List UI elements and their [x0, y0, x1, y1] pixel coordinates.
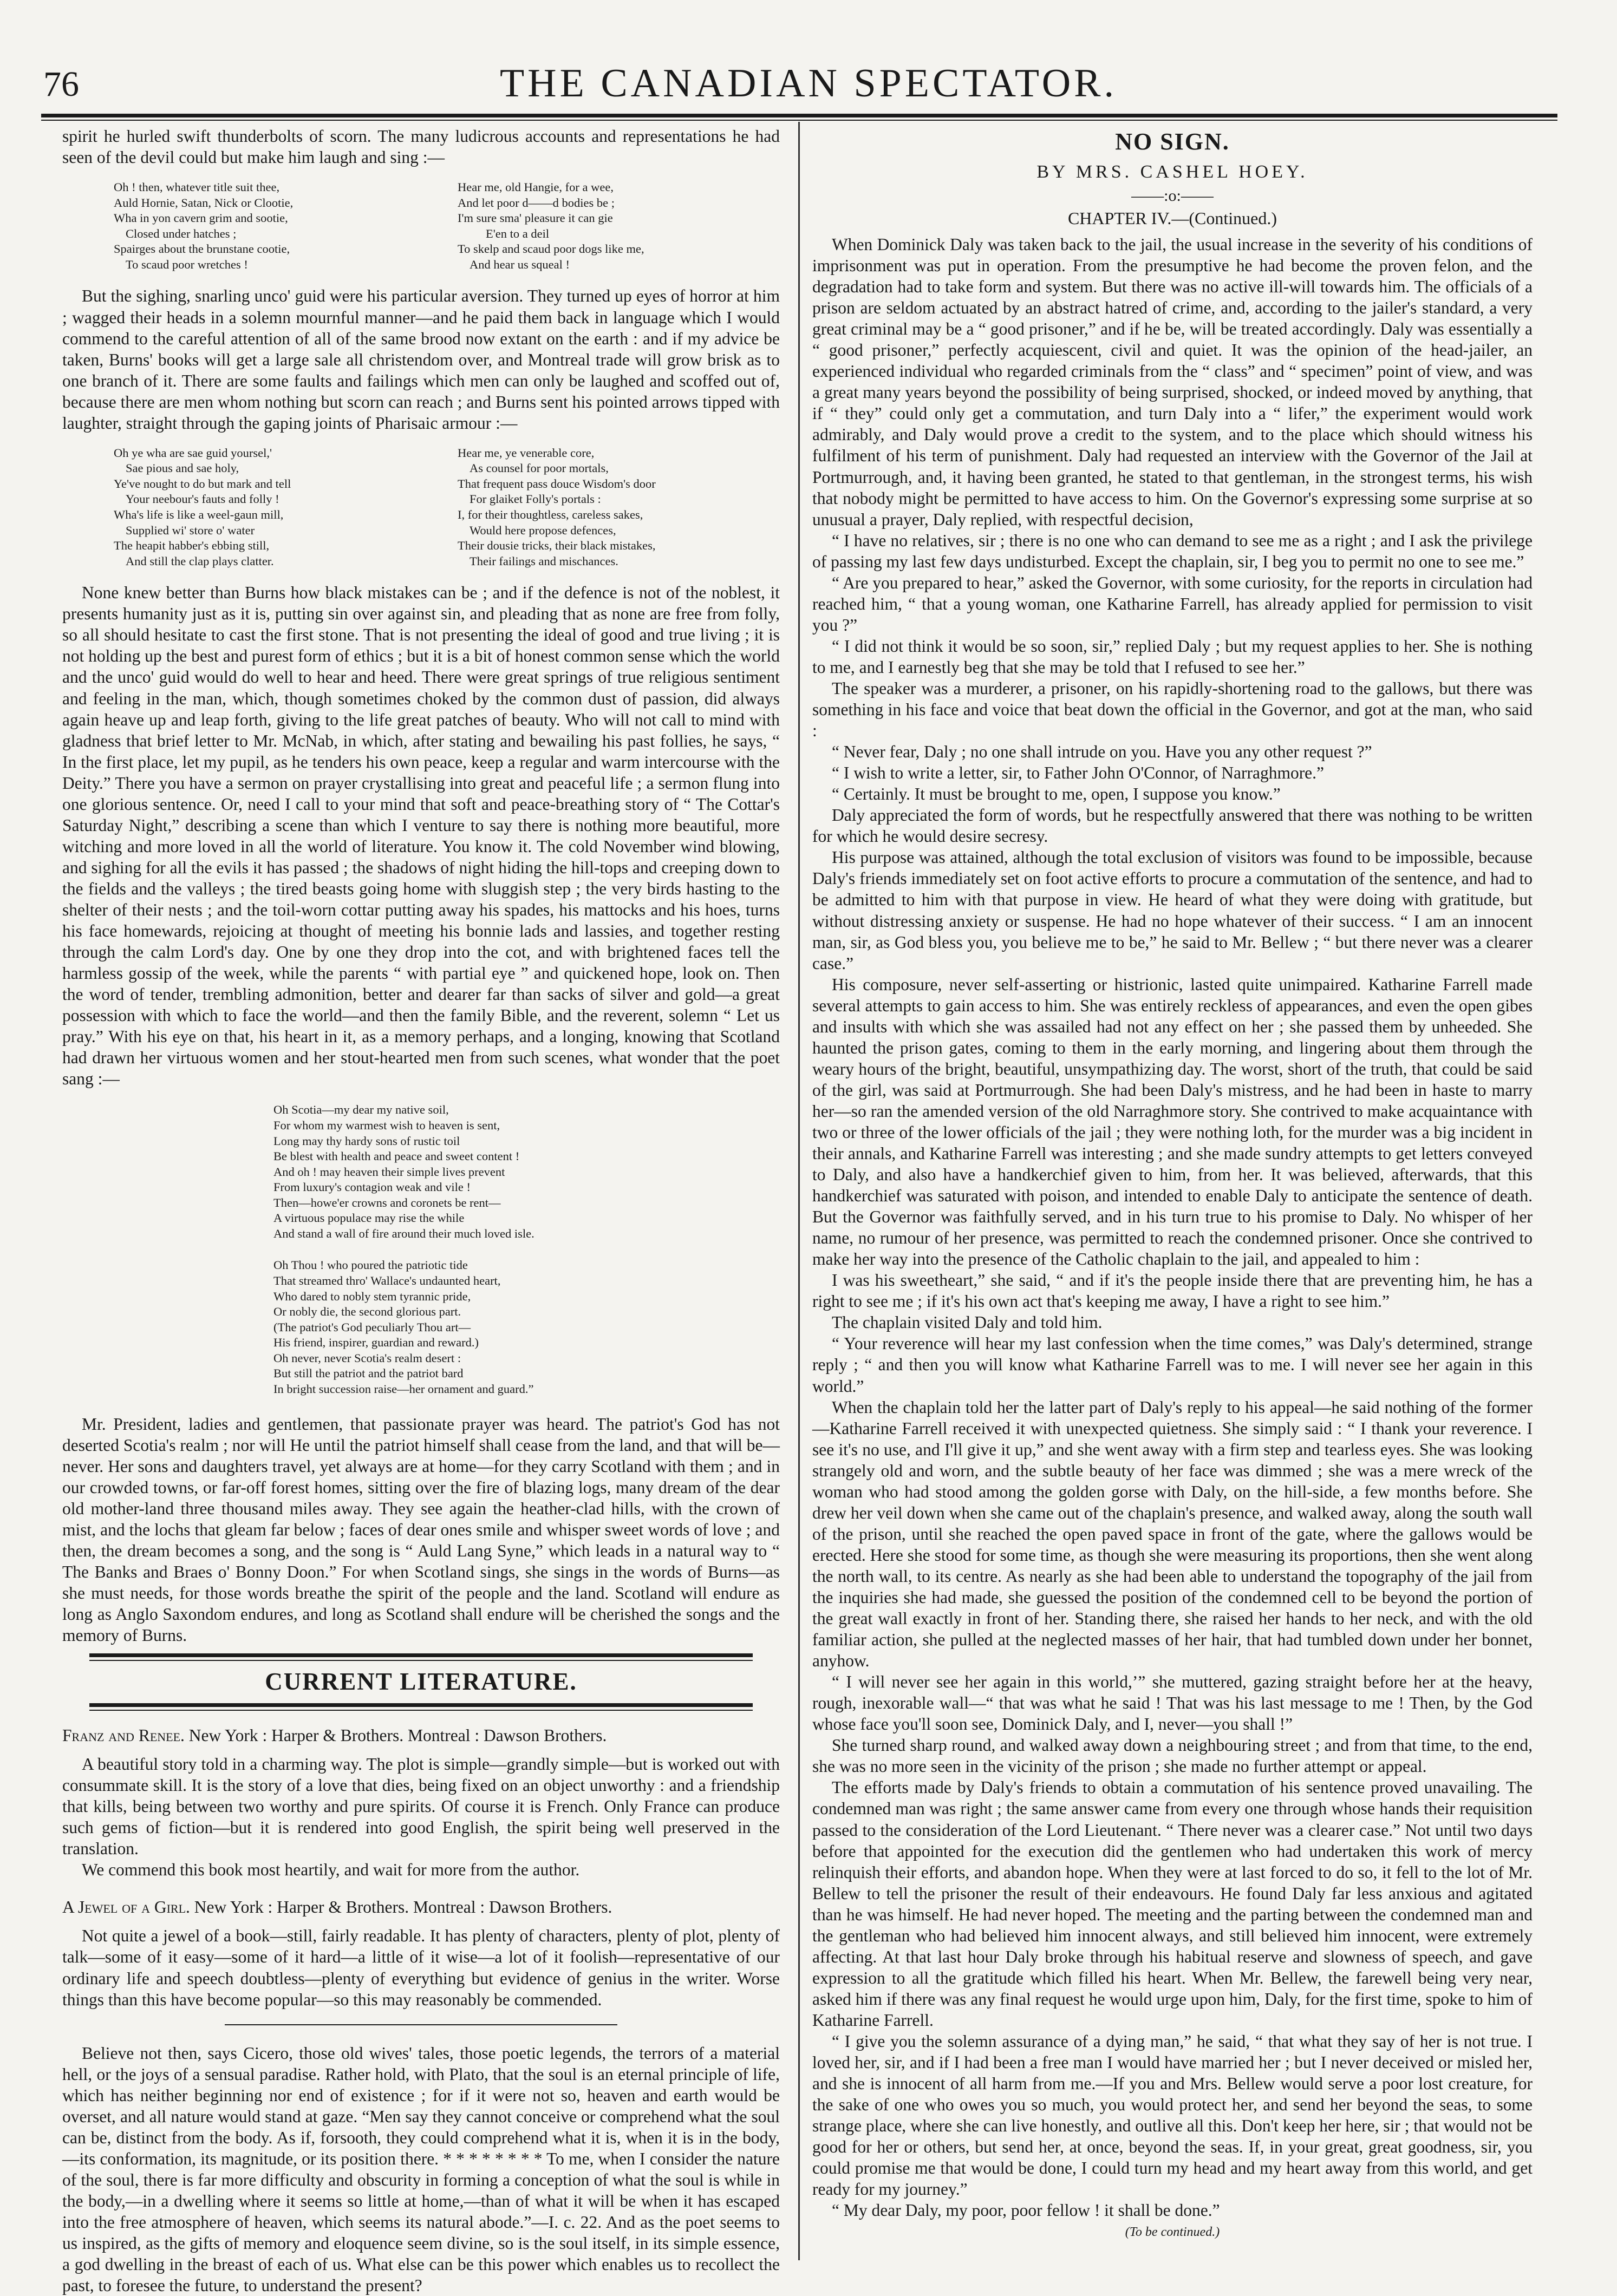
verse-line: Their dousie tricks, their black mistakes, — [458, 539, 656, 553]
masthead: THE CANADIAN SPECTATOR. — [499, 61, 1118, 106]
story-paragraph: The efforts made by Daly's friends to obtain a commutation of his sentence proved unavailing. The condemned man was right ; the same answer came from every one through whose hands their requisition passed to the consideration of the Lord Lieutenant. “ There never was a clearer case.” Not until two days before that appointed for the execution did the gentlemen who had undertaken this work of mercy relinquish their efforts, and abandon hope. When they were at last forced to do so, it fell to the lot of Mr. Bellew to tell the prisoner the result of their endeavours. He found Daly far less anxious and agitated than he was himself. He had never hoped. The meeting and the parting between the condemned man and the gentleman who had believed him innocent always, and still believed him innocent, were extremely affecting. At that last hour Daly broke through his habitual reserve and slowness of speech, and gave expression to all the gratitude which filled his heart. When Mr. Bellew, the farewell being very near, asked him if there was any final request he would urge upon him, Daly, for the first time, spoke to him of Katharine Farrell. — [812, 1778, 1533, 2030]
section-rule — [89, 1653, 753, 1661]
story-paragraph: “ I have no relatives, sir ; there is no one who can demand to see me as a right ; and I ask the privilege of passing my last few days undisturbed. Except the chaplain, sir, I beg you to permit no one to see me.” — [812, 531, 1533, 571]
story-title: NO SIGN. — [1115, 128, 1230, 155]
story-paragraph: “ I give you the solemn assurance of a dying man,” he said, “ that what they say of her is not true. I loved her, sir, and if I had been a free man I would have married her ; but I never deceived or misled her, and she is innocent of all harm from me.—If you and Mrs. Bellew would serve a poor lost creature, for the sake of one who owes you so much, you would protect her, and send her beyond the seas, to some strange place, where she can live honestly, and outlive all this. Don't keep her here, sir ; that would not be good for her or others, but send her, at once, beyond the seas. If, in your great, great goodness, sir, you could promise me that would be done, I could turn my head and my heart away from this world, and get ready for my journey.” — [812, 2031, 1533, 2199]
paragraph-black-mistakes: None knew better than Burns how black mistakes can be ; and if the defence is not of the noblest, it presents humanity just as it is, putting sin over against sin, and pleading that as none are free from folly, so all should hesitate to cast the first stone. That is not presenting the ideal of good and true living ; it is not holding up the best and purest form of ethics ; but it is a bit of honest common sense which the world and the unco' guid would do well to hear and heed. There were great springs of true religious sentiment and feeling in the man, which, though sometimes choked by the common dust of passion, did always again heave up and leap forth, giving to the life great patches of beauty. Who will not call to mind with gladness that brief letter to Mr. McNab, in which, after stating and bewailing his past follies, he says, “ In the first place, let my pupil, as he tenders his own peace, keep a regular and warm intercourse with the Deity.” There you have a sermon on prayer crystallising into great and peaceful life ; a sermon flung into one glorious sentence. Or, need I call to your mind that soft and peace-breathing story of “ The Cottar's Saturday Night,” describing a scene than which I venture to say there is nothing more beautiful, more witching and more loved in all the world of literature. You know it. The cold November wind blowing, and sighing for all the evils it has passed ; the shadows of night hiding the hill-tops and creeping down to the fields and the valleys ; the tired beasts going home with sluggish step ; the very birds hasting to the shelter of their nests ; and the toil-worn cottar putting away his spades, his mattocks and his hoes, turns his face homewards, rejoicing at thought of meeting his bonnie lads and lassies, and together resting through the calm Lord's day. One by one they drop into the cot, and with brightened faces tell the harmless gossip of the week, while the parents “ with partial eye ” and quickened hope, look on. Then the word of tender, trembling admonition, better and dearer far than sacks of silver and gold—a great possession with which to face the world—and then the family Bible, and the reverent, solemn “ Let us pray.” With his eye on that, his heart in it, as a memory perhaps, and a longing, knowing that Scotland had drawn her virtuous women and her stout-hearted men from such scenes, what wonder that the poet sang :— — [62, 583, 780, 1089]
poem-unco-guid-right — [458, 446, 780, 570]
verse-line: Hear me, old Hangie, for a wee, — [458, 180, 614, 194]
story-paragraph: I was his sweetheart,” she said, “ and if it's the people inside there that are preventing him, he has a right to see me ; if it's his own act that's keeping me away, I have a right to see him.” — [812, 1271, 1533, 1311]
story-paragraph: His purpose was attained, although the total exclusion of visitors was found to be impossible, because Daly's friends immediately set on foot active efforts to procure a commutation of the sentence, and had to be admitted to him with that purpose in view. He heard of what they were doing with gratitude, but without distressing anxiety or suspense. He had no hope whatever of their success. “ I am an innocent man, sir, as God bless you, you believe me to be,” he said to Mr. Bellew ; “ but there never was a clearer case.” — [812, 848, 1533, 973]
verse-line: Then—howe'er crowns and coronets be rent— — [273, 1195, 501, 1209]
verse-line: Supplied wi' store o' water — [126, 523, 255, 537]
verse-line: To skelp and scaud poor dogs like me, — [458, 242, 644, 256]
verse-line: Closed under hatches ; — [126, 226, 237, 240]
story-paragraph: “ Are you prepared to hear,” asked the Governor, with some curiosity, for the reports in circulation had reached him, “ that a young woman, one Katharine Farrell, has already applied for permission to visit you ?” — [812, 573, 1533, 634]
review-franz-heading — [62, 1725, 780, 1746]
verse-line: Oh ! then, whatever title suit thee, — [114, 180, 280, 194]
review-franz-text: A beautiful story told in a charming way. The plot is simple—grandly simple—but is worked out with consummate skill. It is the story of a love that dies, being fixed on an object unworthy : and a friendship that kills, being between two worthy and pure spirits. Of course it is French. Only France can produce such gems of fiction—but it is rendered into good English, the spirit being well preserved in the translation. — [62, 1755, 780, 1859]
to-be-continued: (To be continued.) — [1125, 2225, 1220, 2240]
verse-line: For whom my warmest wish to heaven is sent, — [273, 1118, 500, 1132]
story-paragraph: She turned sharp round, and walked away down a neighbouring street ; and from that time, to the end, she was no more seen in the vicinity of the prison ; she made no further attempt or appeal. — [812, 1736, 1533, 1776]
story-paragraph: “ I wish to write a letter, sir, to Father John O'Connor, of Narraghmore.” — [832, 763, 1325, 783]
verse-line: And let poor d——d bodies be ; — [458, 195, 615, 210]
story-paragraph: “ Certainly. It must be brought to me, open, I suppose you know.” — [832, 784, 1281, 804]
story-paragraph: The chaplain visited Daly and told him. — [832, 1313, 1103, 1332]
verse-line: His friend, inspirer, guardian and reward.) — [273, 1336, 479, 1350]
verse-line: E'en to a deil — [486, 226, 550, 240]
verse-line: Their failings and mischances. — [470, 554, 618, 568]
verse-line: Long may thy hardy sons of rustic toil — [273, 1134, 460, 1148]
poem-devil-right — [458, 180, 780, 272]
book-publisher: New York : Harper & Brothers. Montreal : Dawson Brothers. — [190, 1898, 612, 1917]
verse-line: Ye've nought to do but mark and tell — [114, 476, 291, 490]
verse-line: Or nobly die, the second glorious part. — [273, 1305, 461, 1319]
verse-line: Sae pious and sae holy, — [126, 461, 239, 475]
verse-line: Wha's life is like a weel-gaun mill, — [114, 508, 284, 522]
story-paragraph: “ My dear Daly, my poor, poor fellow ! it shall be done.” — [832, 2201, 1220, 2220]
review-franz-recommendation: We commend this book most heartily, and wait for more from the author. — [82, 1860, 580, 1880]
verse-line: Wha in yon cavern grim and sootie, — [114, 211, 288, 225]
book-publisher: New York : Harper & Brothers. Montreal : Dawson Brothers. — [184, 1726, 607, 1745]
verse-line: A virtuous populace may rise the while — [273, 1211, 465, 1225]
verse-line: I'm sure sma' pleasure it can gie — [458, 211, 613, 225]
chapter-heading: CHAPTER IV.—(Continued.) — [1067, 208, 1277, 228]
verse-line: That frequent pass douce Wisdom's door — [458, 476, 656, 490]
page-number: 76 — [43, 64, 79, 104]
verse-line: To scaud poor wretches ! — [126, 257, 248, 271]
left-column — [62, 126, 780, 2296]
right-column — [812, 126, 1533, 2240]
verse-line: Who dared to nobly stem tyrannic pride, — [273, 1289, 471, 1303]
story-paragraph: When the chaplain told her the latter part of Daly's reply to his appeal—he said nothing of the former—Katharine Farrell received it with unexpected quietness. She simply said : “ I thank your reverence. I see it's no use, and I'll give it up,” and she went away with a firm step and tearless eyes. She was looking strangely old and worn, and the subtle beauty of her face was dimmed ; she was a mere wreck of the woman who had stood among the golden gorse with Daly, on the hill-side, a few months before. She drew her veil down when she came out of the chaplain's presence, and walked away, along the south wall of the prison, until she reached the open paved space in front of the gate, where the gallows would be erected. Here she stood for some time, as though she were measuring its proportions, then she went along the north wall, to its centre. As nearly as she had been able to understand the topography of the jail from the inquiries she had made, she guessed the position of the condemned cell to be beyond the portion of the great wall exactly in front of her. Standing there, she raised her hands to her neck, and with the old familiar action, she pulled at the neglected masses of her hair, that had tumbled down under her bonnet, anyhow. — [812, 1397, 1533, 1671]
verse-line: (The patriot's God peculiarly Thou art— — [273, 1320, 471, 1334]
poem-unco-guid — [114, 446, 780, 570]
story-paragraph: When Dominick Daly was taken back to the jail, the usual increase in the severity of his conditions of imprisonment was put in operation. From the presumptive he had become the proven felon, and the degradation had to take form and system. But there was no active ill-will towards him. The officials of a prison are seldom actuated by an abstract hatred of crime, and, according to the jailer's standard, a very great criminal may be a “ good prisoner,” and if he be, will be treated accordingly. Daly was essentially a “ good prisoner,” perfectly acquiescent, civil and quiet. It was the opinion of the head-jailer, an experienced individual who regarded criminals from the “ class” and “ specimen” point of view, and was a great many years beyond the possibility of being surprised, shocked, or indeed moved by anything, that if “ they” could only get a commutation, and turn Daly into a “ lifer,” the experiment would work admirably, and Daly would prove a credit to the system, and to the place which should witness his fulfilment of his term of punishment. Daly had requested an interview with the Governor of the Jail at Portmurrough, and, it having been granted, he stated to that gentleman, in the strongest terms, his wish that nobody might be permitted to have access to him. On the Governor's expressing some surprise at so unusual a prayer, Daly replied, with respectful decision, — [812, 235, 1533, 529]
verse-line: And hear us squeal ! — [470, 257, 570, 271]
verse-line: Oh Thou ! who poured the patriotic tide — [273, 1258, 468, 1272]
poem-scotia-stanza-1 — [273, 1102, 780, 1241]
poem-scotia — [273, 1102, 780, 1397]
paragraph-cicero: Believe not then, says Cicero, those old wives' tales, those poetic legends, the terrors of a material hell, or the joys of a sensual paradise. Rather hold, with Plato, that the soul is an eternal principle of life, which has neither beginning nor end of existence ; for if it were not so, heaven and earth would be overset, and all nature would stand at gaze. “Men say they cannot conceive or comprehend what the soul can be, distinct from the body. As if, forsooth, they could comprehend what it is, when it is in the body,—its conformation, its magnitude, or its position there. * * * * * * * * To me, when I consider the nature of the soul, there is far more difficulty and obscurity in forming a conception of what the soul is while in the body,—in a dwelling where it seems so little at home,—than of what it will be when it has escaped into the free atmosphere of heaven, which seems its natural abode.”—I. c. 22. And as the poet seems to us inspired, as the gifts of memory and eloquence seem divine, so is the soul itself, in its simple essence, a god dwelling in the breast of each of us. What else can be this power which enables us to recollect the past, to foresee the future, to understand the present? — [62, 2043, 780, 2295]
verse-line: Auld Hornie, Satan, Nick or Clootie, — [114, 195, 294, 210]
ornament-separator: ——:o:—— — [1131, 187, 1214, 205]
section-divider — [225, 2024, 617, 2025]
verse-line: As counsel for poor mortals, — [470, 461, 609, 475]
story-paragraph: “ Never fear, Daly ; no one shall intrude on you. Have you any other request ?” — [832, 742, 1372, 762]
verse-line: Your neebour's fauts and folly ! — [126, 492, 279, 506]
verse-line: Spairges about the brunstane cootie, — [114, 242, 290, 256]
book-title: A Jewel of a Girl. — [62, 1898, 190, 1917]
review-jewel-text: Not quite a jewel of a book—still, fairly readable. It has plenty of characters, plenty of plot, plenty of talk—some of it easy—some of it hard—a little of it wise—a lot of it foolish—representative of our ordinary life and speech doubtless—plenty of everything but evidence of genius in the writer. Worse things than this have become popular—so this may reasonably be commended. — [62, 1926, 780, 2009]
story-paragraph: The speaker was a murderer, a prisoner, on his rapidly-shortening road to the gallows, but there was something in his face and voice that beat down the official in the Governor, and got at the man, who said : — [812, 678, 1533, 741]
story-paragraph: “ I did not think it would be so soon, sir,” replied Daly ; but my request applies to her. She is nothing to me, and I earnestly beg that she may be told that I refused to see her.” — [812, 636, 1533, 677]
paragraph-scotland-endures: Mr. President, ladies and gentlemen, that passionate prayer was heard. The patriot's God has not deserted Scotia's realm ; nor will He until the patriot himself shall cease from the land, and that will be—never. Her sons and daughters travel, yet always are at home—for they carry Scotland with them ; and in our crowded towns, or far-off forest homes, sitting over the fire of blazing logs, many dream of the dear old mother-land three thousand miles away. They see again the heather-clad hills, with the crown of mist, and the lochs that gleam far below ; faces of dear ones smile and whisper sweet words of love ; and then, the dream becomes a song, and the song is “ Auld Lang Syne,” which leads in a natural way to “ The Banks and Braes o' Bonny Doon.” For when Scotland sings, she sings in the words of Burns—as she must needs, for those words breathe the spirit of the people and the land. Scotland will endure as long as Anglo Saxondom endures, and long as Scotland shall endure will be cherished the songs and the memory of Burns. — [62, 1414, 780, 1645]
verse-line: For glaiket Folly's portals : — [470, 492, 601, 506]
story-paragraph: “ I will never see her again in this world,’” she muttered, gazing straight before her at the heavy, rough, inexorable wall—“ that was what he said ! That was his last message to me ! Then, by the God whose face you'll soon see, Dominick Daly, and I, never—you shall !” — [812, 1672, 1533, 1734]
verse-line: That streamed thro' Wallace's undaunted heart, — [273, 1274, 501, 1288]
verse-line: Oh ye wha are sae guid yoursel,' — [114, 446, 272, 460]
header-rule-thick — [41, 114, 1557, 117]
review-jewel-heading — [62, 1896, 780, 1918]
section-rule — [89, 1703, 753, 1711]
story-byline: BY MRS. CASHEL HOEY. — [1036, 162, 1308, 182]
story-paragraph: “ Your reverence will hear my last confession when the time comes,” was Daly's determined, strange reply ; “ and then you will know what Katharine Farrell was to me. I will never see her again in this world.” — [812, 1334, 1533, 1396]
story-paragraph: Daly appreciated the form of words, but he respectfully answered that there was nothing to be written for which he would desire secresy. — [812, 806, 1533, 846]
verse-line: But still the patriot and the patriot bard — [273, 1366, 464, 1381]
verse-line: Be blest with health and peace and sweet content ! — [273, 1149, 520, 1163]
verse-line: Oh never, never Scotia's realm desert : — [273, 1351, 461, 1365]
column-divider — [798, 122, 800, 2260]
verse-line: Would here propose defences, — [470, 523, 616, 537]
verse-line: And oh ! may heaven their simple lives prevent — [273, 1165, 505, 1179]
verse-line: The heapit habber's ebbing still, — [114, 539, 270, 553]
verse-line: And stand a wall of fire around their much loved isle. — [273, 1226, 534, 1240]
paragraph-unco-guid: But the sighing, snarling unco' guid were his particular aversion. They turned up eyes of horror at him ; wagged their heads in a solemn mournful manner—and he paid them back in language which I would commend to the careful attention of all of the same brood now extant on the earth : and if my advice be taken, Burns' books will get a large sale all christendom over, and Montreal trade will grow brisk as to one branch of it. There are some faults and failings which men can only be laughed and scoffed out of, because there are men whom nothing but scorn can reach ; and Burns sent his pointed arrows tipped with laughter, straight through the gaping joints of Pharisaic armour :— — [62, 286, 780, 433]
book-title: Franz and Renee. — [62, 1726, 185, 1745]
poem-devil — [114, 180, 780, 272]
verse-line: In bright succession raise—her ornament and guard.” — [273, 1382, 534, 1396]
story-paragraph: His composure, never self-asserting or histrionic, lasted quite unimpaired. Katharine Farrell made several attempts to gain access to him. She was entirely reckless of appearances, and even the open gibes and insults with which she was assailed had not any effect on her ; she passed them by unheeded. She haunted the prison gates, coming to them in the early morning, and lingering about them through the weary hours of the bright, beautiful, unsympathizing day. The worst, short of the truth, that could be said of the girl, was said at Portmurrough. She had been Daly's mistress, and he had been in haste to marry her—so ran the amended version of the old Narraghmore story. She contrived to make acquaintance with two or three of the lower officials of the jail ; they were nothing loth, for the murder was a big incident in their annals, and Katharine Farrell was interesting ; and she made sundry attempts to get letters conveyed to Daly, and also have a handkerchief given to him, from her. It was believed, afterwards, that this handkerchief was saturated with poison, and intended to enable Daly to anticipate the sentence of death. But the Governor was faithfully served, and in his turn true to his promise to Daly. No whisper of her name, no rumour of her presence, was permitted to reach the condemned prisoner. Once she contrived to make her way into the presence of the Catholic chaplain to the jail, and appealed to him : — [812, 974, 1533, 1269]
intro-paragraph: spirit he hurled swift thunderbolts of scorn. The many ludicrous accounts and representations he had seen of the devil could but make him laugh and sing :— — [62, 127, 780, 167]
poem-devil-left — [114, 180, 436, 272]
verse-line: From luxury's contagion weak and vile ! — [273, 1180, 471, 1194]
header-rule-thin — [41, 120, 1557, 121]
poem-unco-guid-left — [114, 446, 436, 570]
verse-line: Oh Scotia—my dear my native soil, — [273, 1103, 449, 1117]
verse-line: And still the clap plays clatter. — [126, 554, 274, 568]
poem-scotia-stanza-2 — [273, 1258, 780, 1397]
verse-line: Hear me, ye venerable core, — [458, 446, 595, 460]
verse-line: I, for their thoughtless, careless sakes, — [458, 508, 643, 522]
current-literature-heading: CURRENT LITERATURE. — [265, 1668, 577, 1696]
